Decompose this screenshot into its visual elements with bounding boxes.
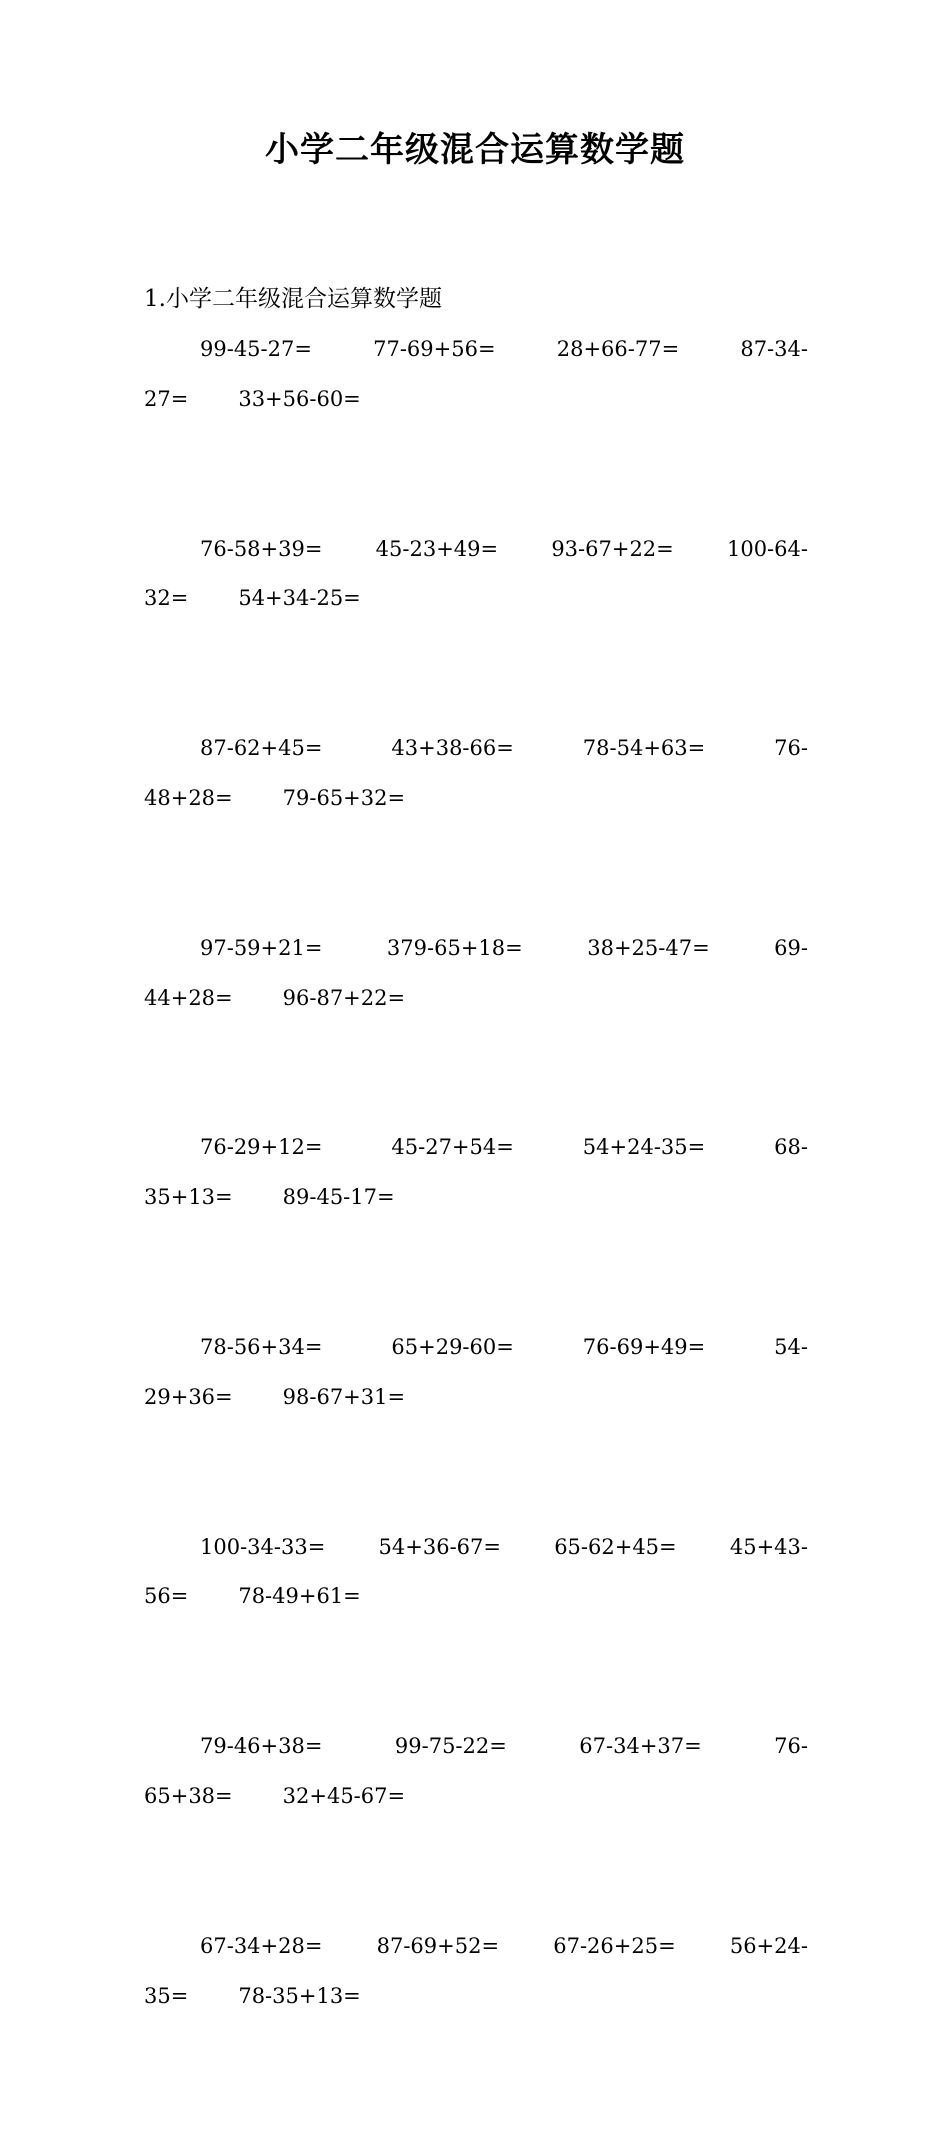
equation: 65+29-60= [391,1334,514,1359]
problem-line [144,334,808,384]
problem-group [144,334,808,534]
equation: 76-29+12= [200,1135,323,1160]
problem-group [144,1532,808,1732]
problem-line-continued [144,1781,808,1831]
equation: 79-65+32= [282,786,406,811]
equation: 32+45-67= [282,1784,406,1809]
problem-line-continued [144,983,808,1033]
equation: 79-46+38= [200,1734,323,1759]
problem-line [144,1731,808,1781]
problem-list [144,334,808,2130]
equation: 87-34- [740,337,808,361]
problem-group [144,1731,808,1931]
equation: 45-27+54= [391,1135,514,1160]
equation: 76- [774,736,808,761]
equation: 27= [144,386,189,411]
problem-line [144,933,808,983]
equation: 65+38= [144,1784,233,1809]
equation: 379-65+18= [386,935,523,960]
problem-line [144,1532,808,1582]
equation: 76-69+49= [582,1334,706,1359]
equation: 98-67+31= [282,1384,406,1409]
equation: 89-45-17= [282,1185,395,1210]
equation: 44+28= [144,985,233,1010]
equation: 33+56-60= [238,386,361,411]
equation: 67-34+37= [579,1734,702,1759]
equation: 78-56+34= [200,1334,323,1359]
equation: 54+24-35= [582,1135,706,1160]
problem-group [144,1132,808,1332]
equation: 35= [144,1983,189,2008]
equation: 54+36-67= [378,1534,501,1559]
equation: 68- [774,1135,808,1160]
problem-line-continued [144,1182,808,1232]
problem-line [144,1332,808,1382]
problem-line [144,1931,808,1981]
equation: 67-34+28= [200,1933,323,1958]
problem-line-continued [144,783,808,833]
equation: 76- [774,1734,808,1759]
equation: 65-62+45= [554,1534,677,1559]
equation: 56+24- [729,1933,808,1958]
problem-line [144,534,808,584]
problem-group [144,1332,808,1532]
problem-line [144,1132,808,1182]
problem-group [144,1931,808,2130]
problem-line-continued [144,1382,808,1432]
equation: 32= [144,586,189,611]
problem-line-continued [144,583,808,633]
equation: 54- [774,1334,808,1359]
equation: 67-26+25= [553,1933,676,1958]
equation: 29+36= [144,1384,233,1409]
equation: 48+28= [144,786,233,811]
equation: 38+25-47= [587,935,710,960]
equation: 54+34-25= [238,586,361,611]
equation: 93-67+22= [551,536,674,561]
equation: 78-49+61= [238,1584,361,1609]
equation: 35+13= [144,1185,233,1210]
equation: 96-87+22= [282,985,406,1010]
equation: 56= [144,1584,189,1609]
equation: 45+43- [729,1534,808,1559]
equation: 69- [774,935,808,960]
section-heading: 1.小学二年级混合运算数学题 [144,286,442,312]
problem-line-continued [144,1581,808,1631]
equation: 76-58+39= [200,536,323,561]
problem-line [144,733,808,783]
equation: 87-69+52= [376,1933,500,1958]
equation: 77-69+56= [373,337,496,361]
equation: 78-54+63= [582,736,706,761]
problem-group [144,933,808,1133]
problem-line-continued [144,384,808,434]
problem-group [144,534,808,734]
equation: 99-75-22= [394,1734,507,1759]
equation: 28+66-77= [556,337,680,361]
equation: 100-34-33= [200,1534,326,1559]
problem-group [144,733,808,933]
equation: 97-59+21= [200,935,323,960]
equation: 78-35+13= [238,1983,361,2008]
equation: 45-23+49= [375,536,499,561]
document-title: 小学二年级混合运算数学题 [265,130,685,170]
equation: 100-64- [726,536,808,561]
equation: 87-62+45= [200,736,323,761]
equation: 99-45-27= [200,337,312,361]
equation: 43+38-66= [391,736,514,761]
problem-line-continued [144,1981,808,2031]
